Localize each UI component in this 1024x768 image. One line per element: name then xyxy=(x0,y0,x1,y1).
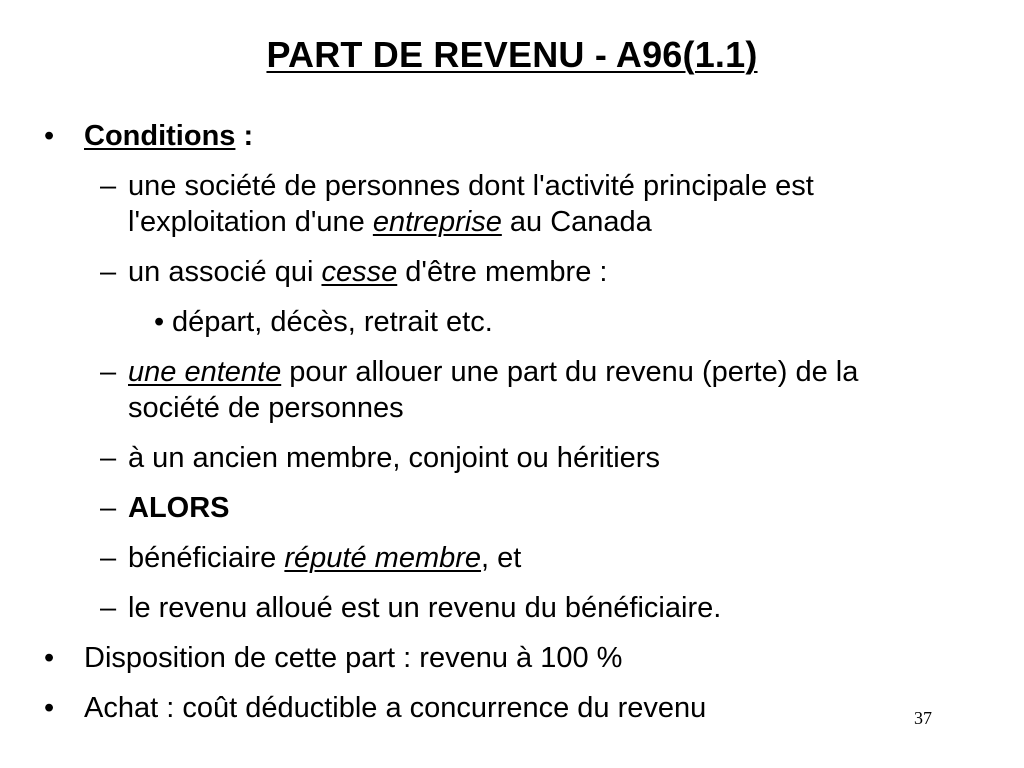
condition-2-text: un associé qui xyxy=(128,256,322,288)
condition-1-after: au Canada xyxy=(501,206,652,238)
dash-marker: – xyxy=(100,256,117,288)
dash-marker: – xyxy=(100,492,117,524)
condition-item-3 xyxy=(0,354,1024,426)
condition-1-emphasis: entreprise xyxy=(372,206,502,238)
achat-text: Achat : coût déductible a concurrence du revenu xyxy=(84,692,707,724)
page-number: 37 xyxy=(914,708,932,728)
condition-4-text: à un ancien membre, conjoint ou héritiers xyxy=(128,442,660,474)
dash-marker: – xyxy=(100,170,117,202)
bullet-achat xyxy=(0,690,1024,726)
condition-3-emphasis: une entente xyxy=(128,356,282,388)
dash-marker: – xyxy=(100,356,117,388)
condition-item-4 xyxy=(0,440,1024,476)
condition-item-1 xyxy=(0,168,1024,240)
dash-marker: – xyxy=(100,592,117,624)
bullet-marker: • xyxy=(44,120,55,152)
condition-2-subitem-text: départ, décès, retrait etc. xyxy=(172,306,493,338)
conditions-suffix: : xyxy=(235,120,254,152)
condition-6-emphasis: réputé membre xyxy=(284,542,482,574)
disposition-text: Disposition de cette part : revenu à 100 % xyxy=(84,642,623,674)
condition-2-after: d'être membre : xyxy=(397,256,608,288)
condition-2-emphasis: cesse xyxy=(321,256,398,288)
condition-item-7 xyxy=(0,590,1024,626)
condition-2-subitem xyxy=(0,304,1024,340)
bullet-conditions xyxy=(0,118,1024,154)
condition-3-after: pour allouer une part du revenu (perte) de la société de personnes xyxy=(128,356,859,424)
condition-item-5 xyxy=(0,490,1024,526)
slide-body xyxy=(0,118,1024,740)
bullet-marker: • xyxy=(154,306,165,338)
bullet-marker: • xyxy=(44,642,55,674)
dash-marker: – xyxy=(100,442,117,474)
bullet-marker: • xyxy=(44,692,55,724)
condition-item-6 xyxy=(0,540,1024,576)
condition-6-text: bénéficiaire xyxy=(128,542,285,574)
condition-item-2 xyxy=(0,254,1024,290)
dash-marker: – xyxy=(100,542,117,574)
condition-5-text: ALORS xyxy=(128,492,230,524)
condition-7-text: le revenu alloué est un revenu du bénéficiaire. xyxy=(128,592,722,624)
conditions-label: Conditions xyxy=(84,120,236,152)
bullet-disposition xyxy=(0,640,1024,676)
condition-1-text: une société de personnes dont l'activité principale est l'exploitation d'une xyxy=(128,170,814,238)
condition-6-after: , et xyxy=(481,542,522,574)
slide-title: PART DE REVENU - A96(1.1) xyxy=(266,34,758,75)
